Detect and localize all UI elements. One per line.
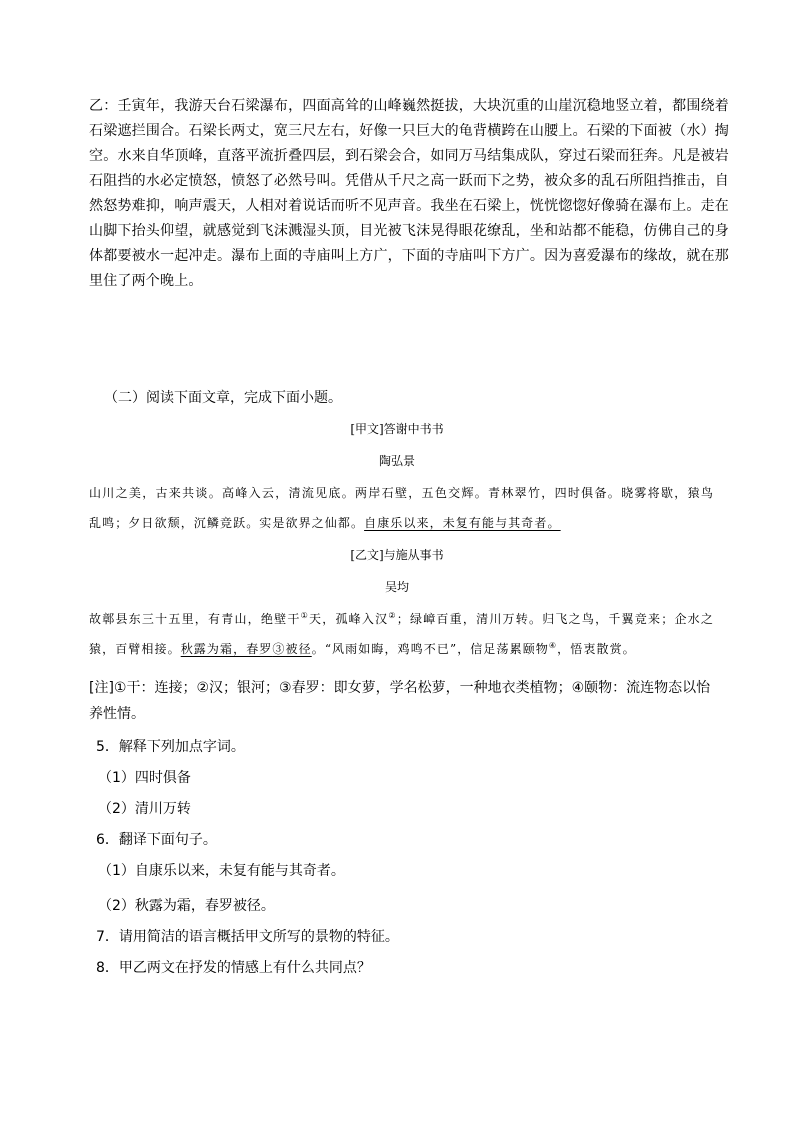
- jia-text-underlined: 自康乐以来，未复有能与其奇者。: [364, 516, 561, 530]
- question-8: 8．甲乙两文在抒发的情感上有什么共同点？: [96, 960, 371, 976]
- yi-text-part: ，悟衷散赏。: [557, 642, 636, 656]
- jia-text-plain: 山川之美，古来共谈。高峰入云，清流见底。两岸石壁，五色交辉。青林翠竹，四时俱备。晓雾将歇，猿鸟乱鸣；夕日欲颓，沉鳞竞跃。实是欲界之仙都。: [89, 486, 714, 530]
- question-5: 5．解释下列加点字词。: [96, 739, 245, 755]
- section-heading: （二）阅读下面文章，完成下面小题。: [104, 390, 342, 406]
- jia-text: [89, 478, 714, 538]
- passage-yi: 乙：壬寅年，我游天台石梁瀑布，四面高耸的山峰巍然挺拔，大块沉重的山崖沉稳地竖立着，都围绕着石梁遮拦围合。石梁长两丈，宽三尺左右，好像一只巨大的龟背横跨在山腰上。石梁的下面被（水）掏空。水来自华顶峰，直落平流折叠四层，到石梁会合，如同万马结集成队，穿过石梁而狂奔。凡是被岩石阻挡的水必定愤怒，愤怒了必然号叫。凭借从千尺之高一跃而下之势，被众多的乱石所阻挡推击，自然怒势难抑，响声震天，人相对着说话而听不见声音。我坐在石梁上，恍恍惚惚好像骑在瀑布上。走在山脚下抬头仰望，就感觉到飞沫溅湿头顶，目光被飞沫晃得眼花缭乱，坐和站都不能稳，仿佛自己的身体都要被水一起冲走。瀑布上面的寺庙叫上方广，下面的寺庙叫下方广。因为喜爱瀑布的缘故，就在那里住了两个晚上。: [89, 98, 729, 289]
- footnote-mark: ①: [300, 611, 309, 620]
- yi-text: [89, 604, 714, 664]
- footnote-mark: ②: [388, 611, 397, 620]
- question-6-1: （1）自康乐以来，未复有能与其奇者。: [98, 863, 345, 879]
- yi-text-part: 天，孤峰入汉: [309, 612, 389, 626]
- question-6: 6．翻译下面句子。: [96, 832, 217, 848]
- yi-author: 吴均: [384, 580, 409, 594]
- yi-text-underlined: 被径: [285, 642, 312, 656]
- question-5-2: （2）清川万转: [98, 801, 191, 817]
- yi-title: [乙文]与施从事书: [350, 548, 444, 562]
- yi-text-part: ；绿嶂百重，清川万转。归飞之鸟，千翼竞来；企水之猿，百臂相接。: [89, 612, 714, 656]
- footnote-mark: ④: [548, 641, 558, 650]
- yi-text-part: 故鄣县东三十五里，有青山，绝壁干: [89, 612, 301, 626]
- annotation-note: [注]①干：连接；②汉；银河；③春罗：即女萝，学名松萝，一种地衣类植物；④颐物：流连物态以怡养性情。: [89, 680, 711, 722]
- question-5-1: （1）四时俱备: [98, 770, 191, 786]
- yi-text-underlined: 秋露为霜，春罗: [180, 642, 273, 656]
- footnote-mark: ③: [272, 642, 286, 656]
- jia-author: 陶弘景: [378, 454, 415, 468]
- question-6-2: （2）秋露为霜，春罗被径。: [98, 898, 275, 914]
- question-7: 7．请用简洁的语言概括甲文所写的景物的特征。: [96, 929, 399, 945]
- yi-text-part: 。“风雨如晦，鸡鸣不已”，信足荡累颐物: [311, 642, 549, 656]
- jia-title: [甲文]答谢中书书: [350, 422, 444, 436]
